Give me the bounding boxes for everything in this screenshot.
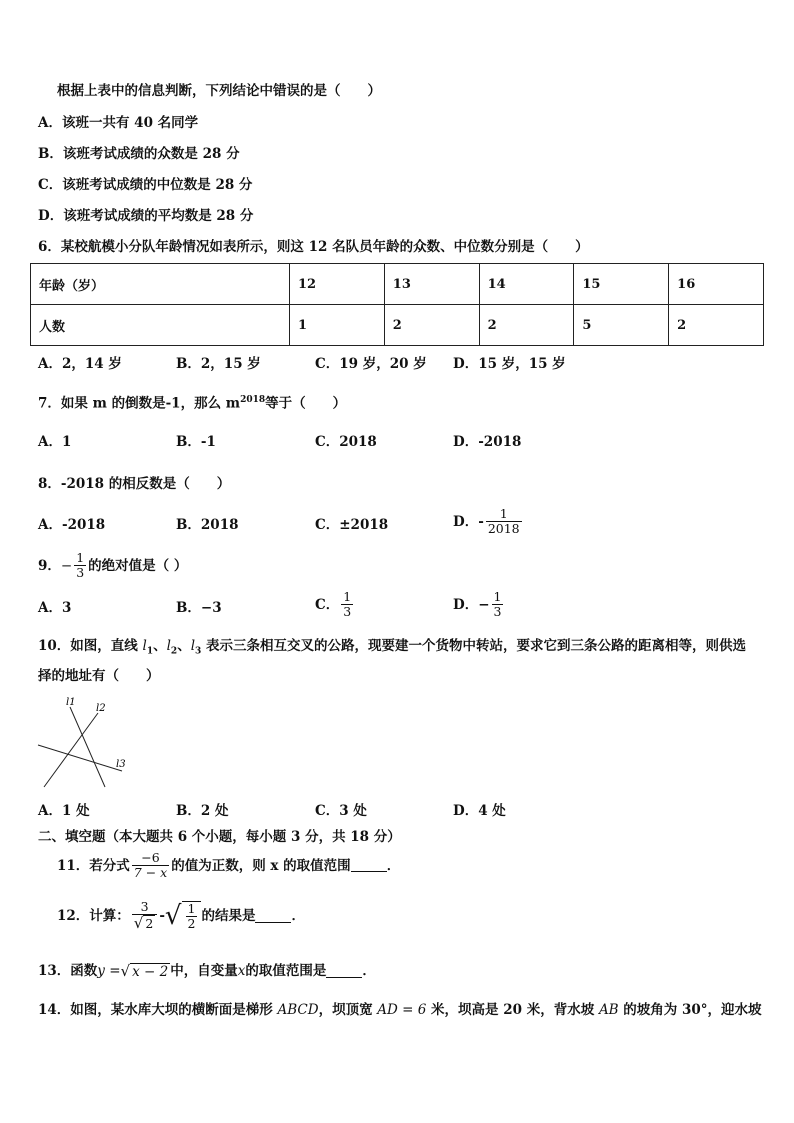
- q13-post2: 的取值范围是: [245, 963, 327, 979]
- q14-mid2: 米，坝高是 20 米，背水坡: [426, 1002, 599, 1018]
- line-l3: [38, 745, 122, 771]
- table-cell: 2: [479, 305, 574, 346]
- q10-option-b[interactable]: B．2 处: [176, 803, 229, 819]
- fraction-numerator: 3: [140, 899, 149, 914]
- fraction-denominator: 3: [343, 604, 352, 619]
- q9-option-c-fraction: [341, 590, 353, 619]
- table-cell: 年龄（岁）: [31, 264, 290, 305]
- q7-option-d[interactable]: D．-2018: [453, 434, 522, 450]
- q9-prefix: 9．: [38, 557, 61, 574]
- three-lines-figure: [30, 693, 140, 793]
- q9-fraction: [74, 551, 86, 580]
- q14-pre: 14．如图，某水库大坝的横断面是梯形: [38, 1002, 278, 1018]
- q10-l3-sub: 3: [195, 646, 202, 657]
- table-row: [31, 305, 764, 346]
- q12-fraction-1: [132, 900, 158, 932]
- fraction-numerator: 1: [493, 589, 502, 604]
- q8-option-d-prefix: D．-: [453, 513, 484, 530]
- q13-sqrt: [121, 963, 171, 980]
- q12-prefix: 12．计算：: [57, 908, 130, 924]
- q13-end: ．: [362, 963, 376, 979]
- q13-var: x: [237, 963, 246, 979]
- q5-option-a[interactable]: A．该班一共有 40 名同学: [38, 115, 199, 131]
- q12-fraction-2: [186, 902, 198, 931]
- q9-option-d[interactable]: [453, 590, 505, 619]
- fraction-numerator: 1: [499, 506, 508, 521]
- radical-icon: √: [133, 914, 144, 932]
- q8-stem: 8．-2018 的相反数是（ ）: [38, 476, 231, 492]
- q11-post: 的值为正数，则 x 的取值范围: [171, 857, 351, 874]
- q5-stem: 根据上表中的信息判断，下列结论中错误的是（ ）: [57, 83, 381, 99]
- table-row: [31, 264, 764, 305]
- table-cell: 1: [289, 305, 384, 346]
- fraction-numerator: −6: [141, 850, 160, 865]
- q12-post: 的结果是: [201, 908, 256, 924]
- fraction-denominator: 2018: [487, 521, 520, 536]
- q12-end: ．: [291, 908, 305, 924]
- q10-l1: l: [142, 638, 147, 654]
- q13-answer-blank[interactable]: [326, 965, 362, 978]
- q14-stem: [38, 1001, 762, 1019]
- q5-option-b[interactable]: B．该班考试成绩的众数是 28 分: [38, 146, 240, 162]
- q9-option-c[interactable]: [315, 590, 355, 619]
- table-cell: 13: [384, 264, 479, 305]
- q10-stem-pre: 10．如图，直线: [38, 638, 143, 654]
- q9-post: 的绝对值是（ ）: [88, 557, 188, 574]
- table-cell: 14: [479, 264, 574, 305]
- line-l2: [44, 713, 98, 787]
- q10-stem-line2: 择的地址有（ ）: [38, 668, 160, 684]
- q8-option-a[interactable]: A．-2018: [38, 517, 106, 533]
- q13-post: 中，自变量: [170, 963, 238, 979]
- q5-option-c[interactable]: C．该班考试成绩的中位数是 28 分: [38, 177, 253, 193]
- fraction-numerator: 1: [76, 550, 85, 565]
- radical-icon: √: [164, 901, 182, 931]
- q12-sqrt: [165, 901, 202, 931]
- radical-icon: √: [120, 961, 131, 980]
- fraction-denominator: 3: [76, 565, 85, 580]
- q8-option-c[interactable]: C．±2018: [315, 517, 389, 533]
- q7-option-c[interactable]: C．2018: [315, 434, 377, 450]
- q6-option-b[interactable]: B．2，15 岁: [176, 356, 261, 372]
- radicand: [182, 901, 202, 931]
- q6-option-d[interactable]: D．15 岁，15 岁: [453, 356, 566, 372]
- q6-option-a[interactable]: A．2，14 岁: [38, 356, 122, 372]
- q10-option-d[interactable]: D．4 处: [453, 803, 506, 819]
- table-cell: 12: [289, 264, 384, 305]
- fraction-denominator: 2: [187, 916, 196, 931]
- q6-stem: 6．某校航模小分队年龄情况如表所示，则这 12 名队员年龄的众数、中位数分别是（ ）: [38, 239, 589, 255]
- q10-l2-sub: 2: [170, 646, 178, 657]
- q7-stem-post: 等于（ ）: [265, 395, 347, 412]
- radicand: 2: [145, 916, 154, 931]
- q14-ab: AB: [598, 1002, 619, 1018]
- radicand: x − 2: [132, 963, 169, 980]
- table-cell: 2: [669, 305, 764, 346]
- q14-post: 的坡角为 30°，迎水坡: [618, 1002, 762, 1018]
- q11: [57, 851, 400, 880]
- label-l1: l1: [66, 697, 76, 708]
- fraction-denominator: 3: [493, 604, 502, 619]
- q9-option-d-prefix: D．−: [453, 596, 490, 613]
- q13-func: y =: [97, 963, 121, 979]
- q9-option-a[interactable]: A．3: [38, 600, 72, 616]
- q13-prefix: 13．函数: [38, 963, 98, 979]
- table-cell: 2: [384, 305, 479, 346]
- age-table: [30, 263, 764, 346]
- sqrt: [134, 915, 156, 932]
- q7-option-b[interactable]: B．-1: [176, 434, 216, 450]
- q7-option-a[interactable]: A．1: [38, 434, 72, 450]
- q11-prefix: 11．若分式: [57, 857, 130, 874]
- q12-answer-blank[interactable]: [255, 910, 291, 923]
- q11-fraction: [132, 851, 169, 880]
- q12-minus: -: [159, 908, 165, 924]
- q13: [38, 962, 376, 980]
- q12: [57, 900, 305, 932]
- label-l3: l3: [116, 759, 126, 770]
- q7-stem-pre: 7．如果 m 的倒数是-1，那么 m: [38, 395, 241, 412]
- line-l1: [70, 707, 105, 787]
- q8-option-d[interactable]: [453, 507, 524, 536]
- q7-stem: [38, 391, 346, 413]
- table-cell: 16: [669, 264, 764, 305]
- q10-sep1: 、: [153, 638, 167, 654]
- fraction-denominator: [132, 914, 158, 932]
- q10-stem-mid: 表示三条相互交叉的公路，现要建一个货物中转站，要求它到三条公路的距离相等，则供选: [201, 638, 746, 654]
- q14-abcd: ABCD: [277, 1002, 319, 1018]
- q10-l3: l: [190, 638, 196, 654]
- q10-sep2: 、: [177, 638, 191, 654]
- fraction-denominator: 7 − x: [133, 865, 168, 880]
- q10-stem-line1: [38, 637, 746, 661]
- q11-end: ．: [386, 857, 401, 874]
- q14-ad: AD = 6: [377, 1002, 427, 1018]
- q9-option-d-fraction: [492, 590, 504, 619]
- q5-option-d[interactable]: D．该班考试成绩的平均数是 28 分: [38, 208, 254, 224]
- q6-option-c[interactable]: C．19 岁，20 岁: [315, 356, 427, 372]
- table-cell: 15: [574, 264, 669, 305]
- q10-l1-sub: 1: [146, 646, 154, 657]
- section-heading-fill-blank: 二、填空题（本大题共 6 个小题，每小题 3 分，共 18 分）: [38, 829, 401, 845]
- table-cell: 人数: [31, 305, 290, 346]
- q9-option-b[interactable]: B．−3: [176, 600, 222, 616]
- label-l2: l2: [96, 703, 106, 714]
- q10-l2: l: [166, 638, 171, 654]
- q10-option-c[interactable]: C．3 处: [315, 803, 367, 819]
- q9-option-c-prefix: C．: [315, 596, 340, 613]
- fraction-numerator: 1: [343, 589, 352, 604]
- table-cell: 5: [574, 305, 669, 346]
- fraction-numerator: 1: [187, 901, 196, 916]
- q9-stem: [38, 551, 187, 580]
- q7-exponent: 2018: [240, 395, 266, 405]
- q9-sign: −: [60, 557, 73, 574]
- q11-answer-blank[interactable]: [351, 859, 387, 872]
- q8-option-d-fraction: [486, 507, 522, 536]
- q8-option-b[interactable]: B．2018: [176, 517, 239, 533]
- q14-mid1: ，坝顶宽: [318, 1002, 378, 1018]
- q10-option-a[interactable]: A．1 处: [38, 803, 90, 819]
